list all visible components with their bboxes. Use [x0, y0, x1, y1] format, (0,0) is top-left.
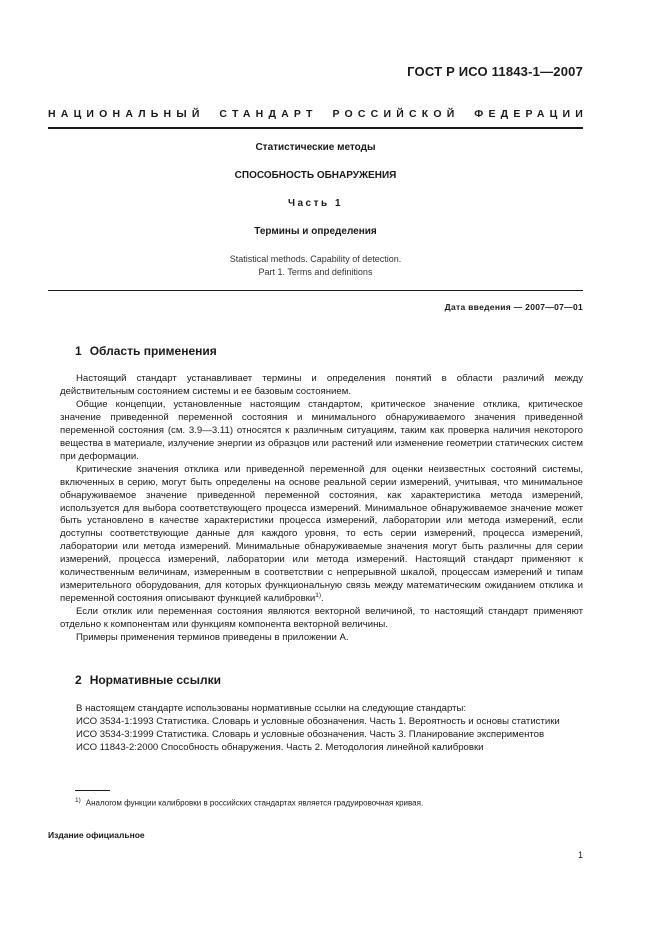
- page-number: 1: [577, 850, 583, 860]
- title-divider: [48, 290, 583, 291]
- title-word: ФЕДЕРАЦИИ: [474, 108, 588, 120]
- footnote-separator: [75, 790, 110, 791]
- edition-label: Издание официальное: [48, 830, 145, 840]
- paragraph: В настоящем стандарте использованы нормативные ссылки на следующие стандарты:: [76, 703, 467, 714]
- section-title: Область применения: [89, 344, 217, 358]
- footnote-reference: 1): [315, 592, 322, 600]
- english-title-line-2: Part 1. Terms and definitions: [258, 267, 373, 277]
- section-2-heading: [75, 673, 221, 687]
- paragraph: Критические значения отклика или приведенной переменной для оценки неизвестных состояний системы, включенных в серию, могут быть определены на основе реальной серии измерений, учитывая, что минимальное обнаруживаемое значение приведенной переменной состояния, как характеристика метода измерений, используется для выбора соответствующего процесса измерений. Минимальное обнаруживаемое значение может быть установлено в качестве характеристики процесса измерений, лаборатории или метода измерений, если доступны соответствующие данные для каждого уровня, то есть серии измерений, процесса измерений, лаборатории или метода измерений. Минимальные обнаруживаемые значения могут быть различны для серии измерений, процесса измерений, лаборатории или метода измерений. Настоящий стандарт применяют к количественным величинам, измеренным в соответствии с непрерывной шкалой, процессам измерений и типам измерительного оборудования, для которых функциональную связь между математическим ожиданием отклика и переменной состояния описывают функцией калибровки$^{1)}$.: [60, 463, 583, 605]
- standard-code: ГОСТ Р ИСО 11843-1—2007: [407, 64, 583, 79]
- paragraph: Примеры применения терминов приведены в приложении А.: [76, 632, 349, 644]
- footnote: [75, 797, 583, 808]
- paragraph: Если отклик или переменная состояния являются векторной величиной, то настоящий стандарт применяют отдельно к компонентам или функциям компонента векторной величины.: [60, 606, 583, 631]
- reference-item: ИСО 11843-2:2000 Способность обнаружения. Часть 2. Методология линейной калибровки: [76, 741, 484, 753]
- part-label: Часть 1: [287, 198, 344, 209]
- section-1-heading: [75, 344, 217, 358]
- reference-item: ИСО 3534-3:1999 Статистика. Словарь и условные обозначения. Часть 3. Планирование экспериментов: [76, 728, 545, 740]
- english-title-line-1: Statistical methods. Capability of detection.: [229, 254, 402, 264]
- document-title: СПОСОБНОСТЬ ОБНАРУЖЕНИЯ: [234, 170, 397, 181]
- paragraph: Настоящий стандарт устанавливает термины и определения понятий в области различий между действительным состоянием системы и ее базовым состоянием.: [60, 373, 583, 397]
- header-divider: [48, 127, 583, 129]
- title-word: РОССИЙСКОЙ: [332, 108, 460, 120]
- part-title: Термины и определения: [254, 226, 377, 237]
- series-title: Статистические методы: [255, 142, 376, 153]
- reference-item: ИСО 3534-1:1993 Статистика. Словарь и условные обозначения. Часть 1. Вероятность и основы статистики: [76, 715, 560, 727]
- paragraph-text: Критические значения отклика или приведенной переменной для оценки неизвестных состояний системы, включенных в серию, могут быть определены на основе реальной серии измерений, учитывая, что минимальное обнаруживаемое значение приведенной переменной состояния, как характеристика метода измерений, используется для выбора соответствующего процесса измерений. Минимальное обнаруживаемое значение может быть установлено в качестве характеристики процесса измерений, лаборатории или метода измерений, если доступны соответствующие данные для каждого уровня, то есть серии измерений, процесса измерений, лаборатории или метода измерений. Минимальные обнаруживаемые значения могут быть различны для серии измерений, процесса измерений, лаборатории или метода измерений. Настоящий стандарт применяют к количественным величинам, измеренным в соответствии с непрерывной шкалой, процессам измерений и типам измерительного оборудования, для которых функциональную связь между математическим ожиданием отклика и переменной состояния описывают функцией калибровки: [60, 463, 583, 605]
- title-word: НАЦИОНАЛЬНЫЙ: [48, 108, 205, 120]
- national-standard-title: [48, 108, 588, 120]
- section-title: Нормативные ссылки: [89, 673, 221, 687]
- paragraph: Общие концепции, установленные настоящим стандартом, критическое значение отклика, критическое значение приведенной переменной состояния и минимального обнаруживаемого значения приведенной переменной состояния (см. 3.9—3.11) относятся к различным ситуациям, таким как проверка наличия некоторого вещества в материале, излучение энергии из образцов или растений или изменение геометрии статических систем при деформации.: [60, 398, 583, 462]
- section-2-body: [60, 703, 583, 755]
- footnote-text: Аналогом функции калибровки в российских стандартах является градуировочная кривая.: [85, 798, 424, 808]
- section-1-body: [60, 373, 583, 645]
- introduction-date: Дата введения — 2007—07—01: [444, 302, 583, 312]
- section-number: 2: [75, 673, 82, 687]
- footnote-mark: 1): [75, 797, 81, 804]
- title-word: СТАНДАРТ: [219, 108, 318, 120]
- section-number: 1: [75, 344, 82, 358]
